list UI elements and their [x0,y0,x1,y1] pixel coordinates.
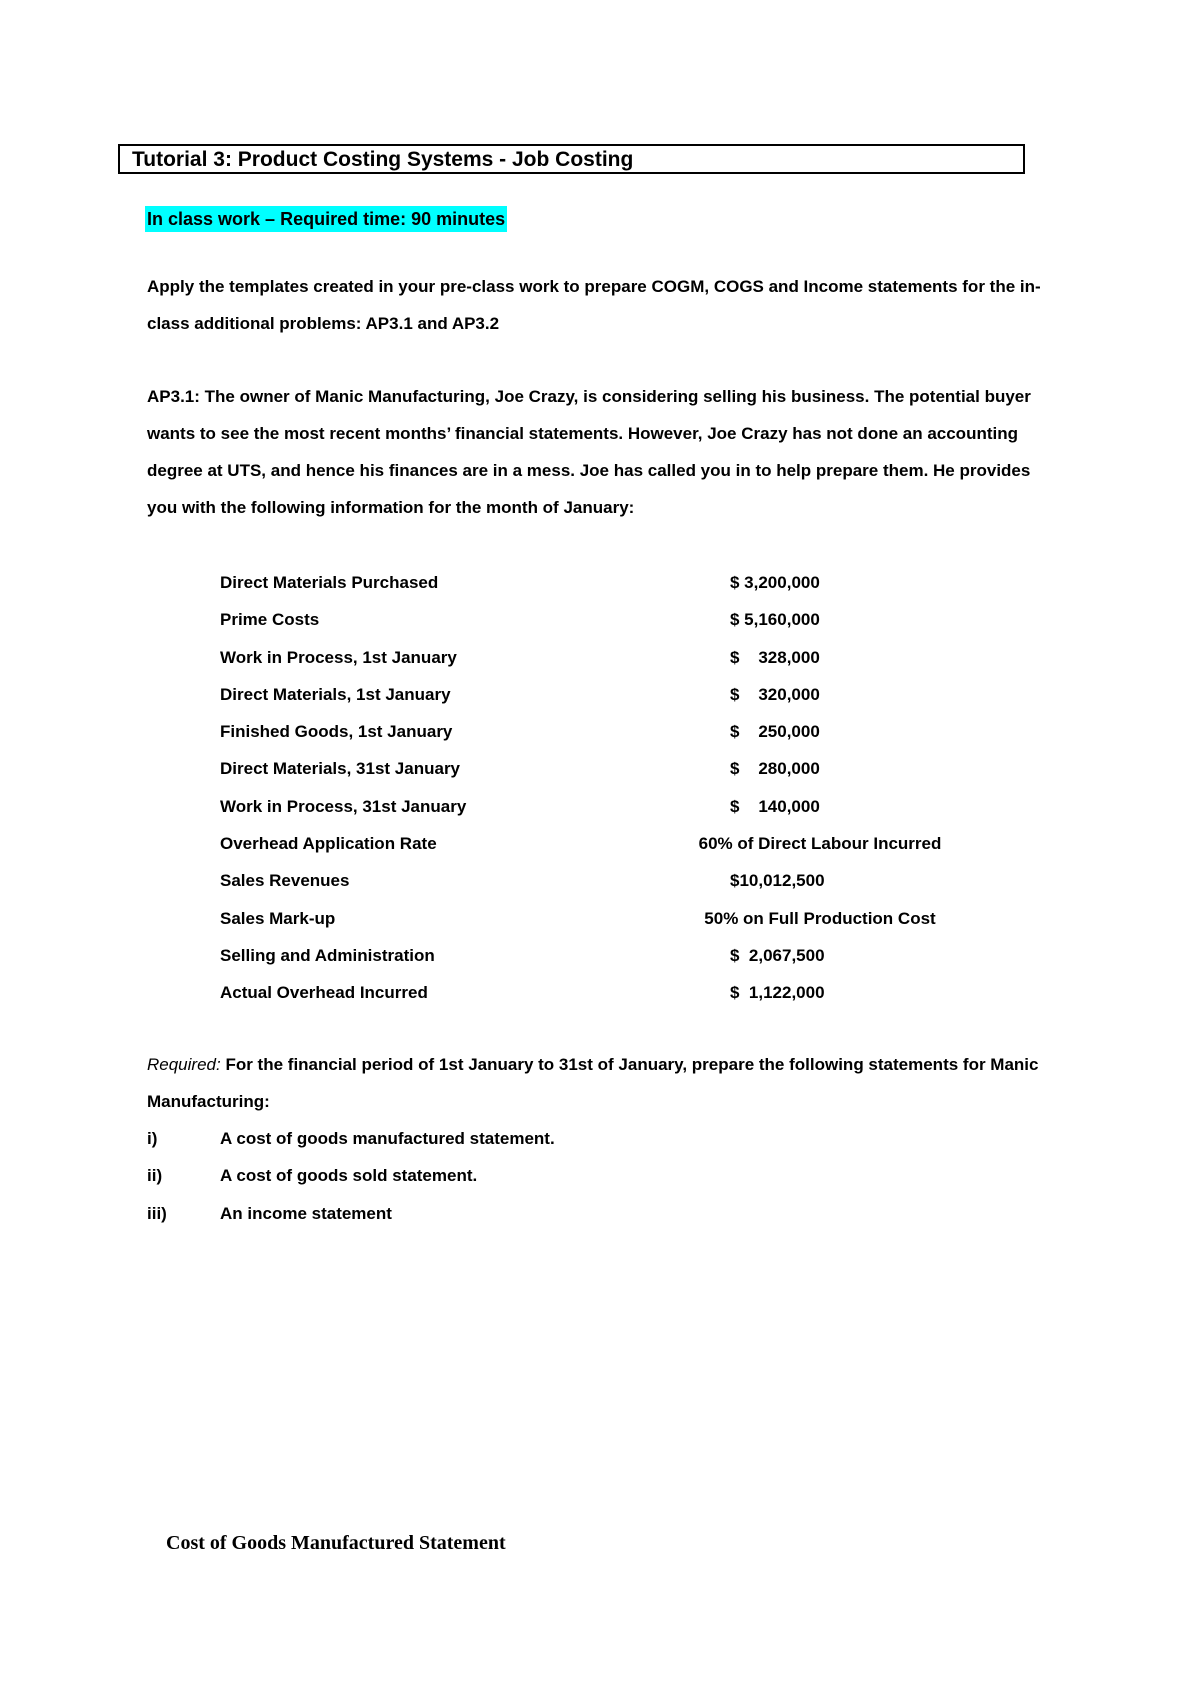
intro-paragraph: Apply the templates created in your pre-class work to prepare COGM, COGS and Income statements for the in-class additional problems: AP3.1 and AP3.2 [147,277,1041,333]
row-value: $ 280,000 [730,759,820,779]
list-item-number: ii) [147,1166,163,1186]
table-row [220,564,980,601]
list-item-text: An income statement [220,1203,392,1223]
list-item-text: A cost of goods manufactured statement. [220,1129,555,1148]
row-label: Direct Materials Purchased [220,573,439,592]
row-label: Overhead Application Rate [220,834,437,854]
row-value: 50% on Full Production Cost [704,908,936,928]
row-value: $ 328,000 [730,647,820,667]
row-value: $ 5,160,000 [730,610,820,630]
row-value: $ 250,000 [730,722,820,742]
row-value: $ 320,000 [730,684,820,704]
row-label: Actual Overhead Incurred [220,983,428,1003]
table-row [220,601,980,638]
table-row [220,974,980,1011]
table-row [220,676,980,713]
table-row [220,750,980,787]
highlighted-time-note: In class work – Required time: 90 minutes [145,206,507,232]
row-value: $ 1,122,000 [730,983,825,1003]
table-row [220,862,980,899]
problem-paragraph [147,378,1057,526]
list-item-number: iii) [147,1203,167,1223]
table-row [220,900,980,937]
row-label: Work in Process, 31st January [220,796,467,816]
required-paragraph [147,1046,1057,1120]
problem-label: AP3.1: [147,387,200,406]
row-label: Work in Process, 1st January [220,647,457,667]
row-value: $10,012,500 [730,871,825,891]
required-text: For the financial period of 1st January to 31st of January, prepare the following statements for Manic Manufacturing: [147,1055,1039,1111]
row-value: $ 140,000 [730,796,820,816]
problem-text: The owner of Manic Manufacturing, Joe Crazy, is considering selling his business. The potential buyer wants to see the most recent months’ financial statements. However, Joe Crazy has not done an accounting degree at UTS, and hence his finances are in a mess. Joe has called you in to help prepare them. He provides you with the following information for the month of January: [147,387,1031,517]
table-row [220,639,980,676]
table-row [220,713,980,750]
row-label: Sales Mark-up [220,908,336,928]
row-label: Prime Costs [220,610,320,630]
row-label: Direct Materials, 31st January [220,759,461,779]
table-row [220,788,980,825]
row-label: Selling and Administration [220,945,435,965]
list-item-number: i) [147,1129,158,1148]
row-value: 60% of Direct Labour Incurred [698,834,942,854]
row-label: Direct Materials, 1st January [220,684,451,704]
row-label: Sales Revenues [220,871,350,891]
table-row [220,937,980,974]
section-title: Cost of Goods Manufactured Statement [166,1532,506,1554]
page-title: Tutorial 3: Product Costing Systems - Job Costing [118,144,1025,174]
list-item-text: A cost of goods sold statement. [220,1166,478,1186]
row-label: Finished Goods, 1st January [220,722,453,742]
row-value: $ 2,067,500 [730,945,825,965]
row-value: $ 3,200,000 [730,573,820,592]
required-label: Required: [147,1055,221,1074]
cost-data-table [220,564,980,1012]
table-row [220,825,980,862]
